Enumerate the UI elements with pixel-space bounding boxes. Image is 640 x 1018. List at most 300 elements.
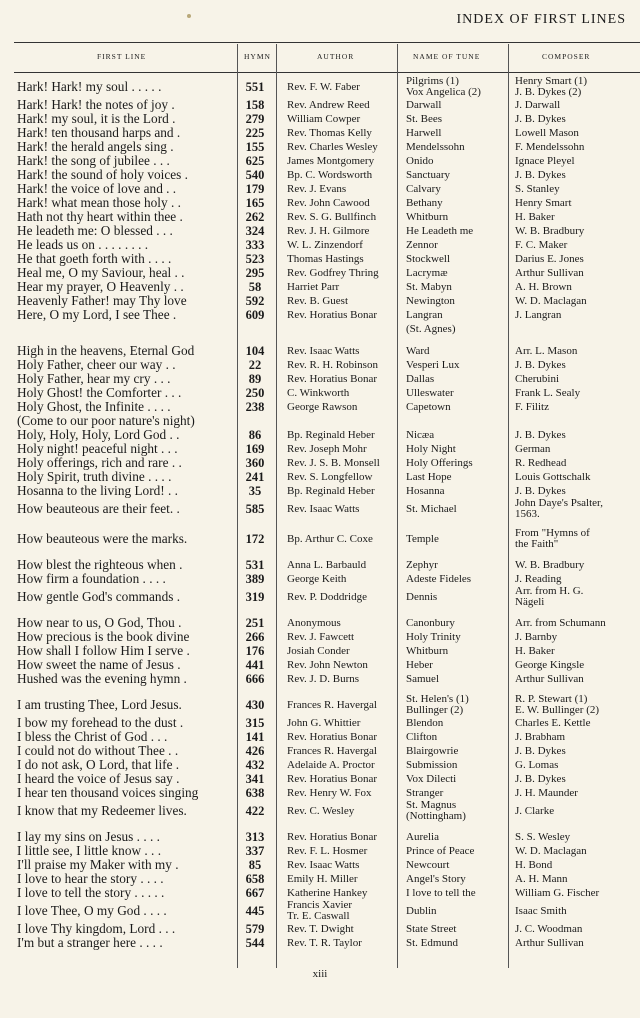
tune-cell: Nicæa: [406, 429, 435, 441]
header-hymn: HYMN: [244, 52, 271, 61]
first-line-cell: Hark! the sound of holy voices .: [17, 167, 188, 182]
first-line-cell: Hear my prayer, O Heavenly . .: [17, 279, 184, 294]
author-cell: Rev. C. Wesley: [287, 805, 355, 817]
composer-cell: W. D. Maclagan: [515, 295, 587, 307]
composer-cell: Isaac Smith: [515, 905, 567, 917]
tune-cell: Onido: [406, 155, 434, 167]
author-cell: George Rawson: [287, 401, 358, 413]
table-row: [0, 414, 640, 428]
tune-cell: State Street: [406, 923, 457, 935]
hymn-number-cell: 430: [245, 698, 265, 712]
hymn-number-cell: 172: [245, 532, 265, 546]
composer-cell-line-2: the Faith": [515, 538, 559, 550]
tune-cell: Holy Trinity: [406, 631, 461, 643]
composer-cell: J. Brabham: [515, 731, 566, 743]
first-line-cell: Heavenly Father! may Thy love: [17, 293, 187, 308]
author-cell: Rev. Godfrey Thring: [287, 267, 379, 279]
hymn-number-cell: 22: [248, 358, 262, 372]
tune-cell-line-1: St. Helen's (1): [406, 693, 469, 705]
hymn-number-cell: 441: [245, 658, 265, 672]
composer-cell: W. B. Bradbury: [515, 225, 585, 237]
top-rule: [14, 42, 640, 43]
composer-cell: [515, 498, 603, 520]
first-line-cell: Hark! the song of jubilee . . .: [17, 153, 170, 168]
composer-cell: Arthur Sullivan: [515, 673, 584, 685]
first-line-cell: I lay my sins on Jesus . . . .: [17, 829, 160, 844]
first-line-cell: Holy Father, hear my cry . . .: [17, 371, 171, 386]
tune-cell-line-2: (Nottingham): [406, 810, 466, 822]
author-cell: Adelaide A. Proctor: [287, 759, 375, 771]
author-cell: Rev. Isaac Watts: [287, 859, 360, 871]
hymn-number-cell: 266: [245, 630, 265, 644]
composer-cell-line-1: From "Hymns of: [515, 527, 590, 539]
first-line-cell: Holy Ghost, the Infinite . . . .: [17, 399, 171, 414]
composer-cell: G. Lomas: [515, 759, 559, 771]
tune-cell: Samuel: [406, 673, 439, 685]
table-row: [0, 322, 640, 336]
table-row: [0, 800, 640, 822]
first-line-cell: I bless the Christ of God . . .: [17, 729, 168, 744]
composer-cell: J. B. Dykes: [515, 485, 566, 497]
table-row: [0, 558, 640, 572]
table-row: [0, 830, 640, 844]
tune-cell: [406, 694, 469, 716]
ink-dot: [187, 14, 191, 18]
composer-cell: [515, 76, 587, 98]
table-row: [0, 694, 640, 716]
tune-cell: Ward: [406, 345, 430, 357]
first-line-cell: How shall I follow Him I serve .: [17, 643, 190, 658]
hymn-number-cell: 58: [248, 280, 262, 294]
first-line-cell: High in the heavens, Eternal God: [17, 343, 195, 358]
hymn-number-cell: 324: [245, 224, 265, 238]
composer-cell: J. H. Maunder: [515, 787, 578, 799]
first-line-cell: I heard the voice of Jesus say .: [17, 771, 180, 786]
hymn-number-cell: 85: [248, 858, 262, 872]
hymn-number-cell: 337: [245, 844, 265, 858]
author-cell: Rev. J. H. Gilmore: [287, 225, 370, 237]
composer-cell: J. Reading: [515, 573, 562, 585]
composer-cell: J. Darwall: [515, 99, 561, 111]
tune-cell: Capetown: [406, 401, 451, 413]
table-row: [0, 196, 640, 210]
first-line-cell: I love Thy kingdom, Lord . . .: [17, 921, 176, 936]
tune-cell: Blendon: [406, 717, 444, 729]
first-line-cell: I love Thee, O my God . . . .: [17, 903, 167, 918]
first-line-cell: Hark! ten thousand harps and .: [17, 125, 181, 140]
composer-cell: Lowell Mason: [515, 127, 579, 139]
table-row: [0, 126, 640, 140]
hymn-number-cell: 295: [245, 266, 265, 280]
table-header: [0, 44, 640, 72]
author-cell: Anna L. Barbauld: [287, 559, 367, 571]
composer-cell: [515, 586, 583, 608]
table-row: [0, 168, 640, 182]
author-cell: Bp. Reginald Heber: [287, 485, 375, 497]
tune-cell: Holy Offerings: [406, 457, 473, 469]
first-line-cell: How beauteous are their feet. .: [17, 501, 180, 516]
first-line-cell: How blest the righteous when .: [17, 557, 183, 572]
composer-cell: W. D. Maclagan: [515, 845, 587, 857]
author-cell: Rev. Henry W. Fox: [287, 787, 372, 799]
tune-cell: Last Hope: [406, 471, 452, 483]
tune-cell: Mendelssohn: [406, 141, 465, 153]
table-row: [0, 786, 640, 800]
hymn-number-cell: 585: [245, 502, 265, 516]
composer-cell: J. B. Dykes: [515, 169, 566, 181]
table-row: [0, 470, 640, 484]
author-cell: Frances R. Havergal: [287, 699, 377, 711]
author-cell-line-1: Francis Xavier: [287, 899, 353, 911]
first-line-cell: How precious is the book divine: [17, 629, 190, 644]
tune-cell: Dennis: [406, 591, 438, 603]
composer-cell-line-1: John Daye's Psalter,: [515, 497, 603, 509]
composer-cell: Ignace Pleyel: [515, 155, 575, 167]
first-line-cell: Hark! Hark! the notes of joy .: [17, 97, 175, 112]
composer-cell: Louis Gottschalk: [515, 471, 591, 483]
hymn-number-cell: 104: [245, 344, 265, 358]
first-line-cell: I do not ask, O Lord, that life .: [17, 757, 180, 772]
first-line-cell: How near to us, O God, Thou .: [17, 615, 182, 630]
table-row: [0, 730, 640, 744]
hymn-number-cell: 540: [245, 168, 265, 182]
hymn-number-cell: 432: [245, 758, 265, 772]
table-row: [0, 386, 640, 400]
tune-cell: Dublin: [406, 905, 437, 917]
hymn-number-cell: 315: [245, 716, 265, 730]
composer-cell: Arr. L. Mason: [515, 345, 578, 357]
author-cell: Rev. Horatius Bonar: [287, 773, 378, 785]
tune-cell: Hosanna: [406, 485, 445, 497]
tune-cell: (St. Agnes): [406, 323, 456, 335]
table-row: [0, 900, 640, 922]
composer-cell: German: [515, 443, 551, 455]
header-rule: [14, 72, 640, 73]
hymn-number-cell: 333: [245, 238, 265, 252]
hymn-number-cell: 579: [245, 922, 265, 936]
table-row: [0, 658, 640, 672]
tune-cell: Zennor: [406, 239, 438, 251]
tune-cell: Stranger: [406, 787, 444, 799]
hymn-number-cell: 319: [245, 590, 265, 604]
tune-cell: Zephyr: [406, 559, 438, 571]
author-cell: Rev. John Cawood: [287, 197, 370, 209]
table-row: [0, 922, 640, 936]
tune-cell: Prince of Peace: [406, 845, 475, 857]
composer-cell: J. Clarke: [515, 805, 555, 817]
table-row: [0, 224, 640, 238]
tune-cell: Heber: [406, 659, 433, 671]
tune-cell: Holy Night: [406, 443, 456, 455]
first-line-cell: I'm but a stranger here . . . .: [17, 935, 163, 950]
composer-cell: Arr. from Schumann: [515, 617, 606, 629]
author-cell: Rev. Joseph Mohr: [287, 443, 367, 455]
tune-cell: Temple: [406, 533, 439, 545]
first-line-cell: Holy Ghost! the Comforter . . .: [17, 385, 182, 400]
first-line-cell: (Come to our poor nature's night): [17, 413, 195, 428]
tune-cell: Vesperi Lux: [406, 359, 460, 371]
first-line-cell: I'll praise my Maker with my .: [17, 857, 179, 872]
table-row: [0, 872, 640, 886]
tune-cell-line-2: Vox Angelica (2): [406, 86, 481, 98]
hymn-number-cell: 176: [245, 644, 265, 658]
composer-cell: J. Barnby: [515, 631, 558, 643]
composer-cell: F. Mendelssohn: [515, 141, 585, 153]
table-row: [0, 936, 640, 950]
author-cell: Rev. R. H. Robinson: [287, 359, 378, 371]
hymn-number-cell: 86: [248, 428, 262, 442]
tune-cell: I love to tell the: [406, 887, 476, 899]
composer-cell: J. B. Dykes: [515, 773, 566, 785]
composer-cell: F. Filitz: [515, 401, 549, 413]
author-cell: Rev. Andrew Reed: [287, 99, 370, 111]
table-row: [0, 76, 640, 98]
tune-cell: Blairgowrie: [406, 745, 459, 757]
tune-cell: He Leadeth me: [406, 225, 474, 237]
author-cell: Rev. T. Dwight: [287, 923, 354, 935]
first-line-cell: Hark! my soul, it is the Lord .: [17, 111, 176, 126]
table-row: [0, 308, 640, 322]
author-cell: Anonymous: [287, 617, 341, 629]
first-line-cell: Hushed was the evening hymn .: [17, 671, 187, 686]
composer-cell: Arthur Sullivan: [515, 267, 584, 279]
hymn-number-cell: 262: [245, 210, 265, 224]
composer-cell: A. H. Mann: [515, 873, 568, 885]
hymn-number-cell: 667: [245, 886, 265, 900]
first-line-cell: Hath not thy heart within thee .: [17, 209, 183, 224]
first-line-cell: I little see, I little know . . .: [17, 843, 162, 858]
author-cell: Rev. J. Fawcett: [287, 631, 355, 643]
tune-cell: Canonbury: [406, 617, 455, 629]
tune-cell-line-2: Bullinger (2): [406, 704, 464, 716]
hymn-number-cell: 666: [245, 672, 265, 686]
hymn-number-cell: 241: [245, 470, 265, 484]
table-row: [0, 716, 640, 730]
first-line-cell: Hark! the voice of love and . .: [17, 181, 177, 196]
table-row: [0, 280, 640, 294]
tune-cell: Whitburn: [406, 645, 449, 657]
table-row: [0, 498, 640, 520]
author-cell: Rev. J. D. Burns: [287, 673, 360, 685]
tune-cell-line-1: Pilgrims (1): [406, 75, 459, 87]
hymn-number-cell: 523: [245, 252, 265, 266]
hymn-number-cell: 389: [245, 572, 265, 586]
first-line-cell: I love to tell the story . . . . .: [17, 885, 165, 900]
tune-cell: Aurelia: [406, 831, 439, 843]
composer-cell-line-1: Arr. from H. G.: [515, 585, 584, 597]
author-cell: George Keith: [287, 573, 347, 585]
hymn-number-cell: 658: [245, 872, 265, 886]
composer-cell: Frank L. Sealy: [515, 387, 581, 399]
first-line-cell: Holy Spirit, truth divine . . . .: [17, 469, 172, 484]
composer-cell-line-1: R. P. Stewart (1): [515, 693, 588, 705]
composer-cell-line-2: 1563.: [515, 508, 540, 520]
header-tune: NAME OF TUNE: [413, 52, 481, 61]
tune-cell: Newington: [406, 295, 455, 307]
first-line-cell: How gentle God's commands .: [17, 589, 181, 604]
author-cell: Bp. Arthur C. Coxe: [287, 533, 373, 545]
table-row: [0, 140, 640, 154]
first-line-cell: How beauteous were the marks.: [17, 531, 188, 546]
table-row: [0, 672, 640, 686]
composer-cell: J. B. Dykes: [515, 113, 566, 125]
author-cell: James Montgomery: [287, 155, 375, 167]
table-row: [0, 182, 640, 196]
composer-cell: Cherubini: [515, 373, 559, 385]
tune-cell: Clifton: [406, 731, 438, 743]
author-cell: Rev. Horatius Bonar: [287, 373, 378, 385]
author-cell: C. Winkworth: [287, 387, 350, 399]
first-line-cell: Hark! Hark! my soul . . . . .: [17, 79, 162, 94]
hymn-number-cell: 313: [245, 830, 265, 844]
composer-cell: J. B. Dykes: [515, 429, 566, 441]
tune-cell: Angel's Story: [406, 873, 466, 885]
author-cell: Josiah Conder: [287, 645, 350, 657]
tune-cell: Bethany: [406, 197, 443, 209]
table-row: [0, 294, 640, 308]
hymn-number-cell: 165: [245, 196, 265, 210]
table-row: [0, 456, 640, 470]
composer-cell: J. C. Woodman: [515, 923, 583, 935]
index-table: [0, 76, 640, 950]
table-row: [0, 154, 640, 168]
tune-cell: Submission: [406, 759, 458, 771]
composer-cell-line-2: J. B. Dykes (2): [515, 86, 582, 98]
tune-cell: Dallas: [406, 373, 435, 385]
composer-cell: Arthur Sullivan: [515, 937, 584, 949]
composer-cell: W. B. Bradbury: [515, 559, 585, 571]
author-cell: Katherine Hankey: [287, 887, 368, 899]
author-cell: Rev. J. Evans: [287, 183, 347, 195]
tune-cell: St. Mabyn: [406, 281, 452, 293]
first-line-cell: How sweet the name of Jesus .: [17, 657, 181, 672]
composer-cell: H. Baker: [515, 211, 555, 223]
tune-cell: Calvary: [406, 183, 441, 195]
author-cell: Rev. Horatius Bonar: [287, 309, 378, 321]
table-row: [0, 630, 640, 644]
author-cell: Rev. Horatius Bonar: [287, 731, 378, 743]
page-number: xiii: [312, 968, 328, 980]
composer-cell: J. Langran: [515, 309, 562, 321]
first-line-cell: I know that my Redeemer lives.: [17, 803, 187, 818]
tune-cell: Newcourt: [406, 859, 450, 871]
author-cell: [287, 900, 352, 922]
table-row: [0, 252, 640, 266]
author-cell: Rev. Charles Wesley: [287, 141, 378, 153]
tune-cell: Lacrymæ: [406, 267, 448, 279]
composer-cell: Charles E. Kettle: [515, 717, 591, 729]
table-row: [0, 586, 640, 608]
table-row: [0, 210, 640, 224]
table-row: [0, 238, 640, 252]
hymn-number-cell: 238: [245, 400, 265, 414]
author-cell: Rev. Isaac Watts: [287, 345, 360, 357]
tune-cell: Stockwell: [406, 253, 450, 265]
first-line-cell: I love to hear the story . . . .: [17, 871, 164, 886]
author-cell: Bp. Reginald Heber: [287, 429, 375, 441]
table-row: [0, 112, 640, 126]
tune-cell: [406, 800, 466, 822]
hymn-number-cell: 360: [245, 456, 265, 470]
table-row: [0, 528, 640, 550]
table-row: [0, 772, 640, 786]
hymn-number-cell: 551: [245, 80, 265, 94]
author-cell: Rev. P. Doddridge: [287, 591, 367, 603]
first-line-cell: Holy Father, cheer our way . .: [17, 357, 176, 372]
author-cell-line-2: Tr. E. Caswall: [287, 910, 350, 922]
hymn-number-cell: 422: [245, 804, 265, 818]
page-title: INDEX OF FIRST LINES: [456, 12, 626, 27]
hymn-number-cell: 592: [245, 294, 265, 308]
author-cell: Rev. Isaac Watts: [287, 503, 360, 515]
author-cell: Thomas Hastings: [287, 253, 364, 265]
first-line-cell: I could not do without Thee . .: [17, 743, 179, 758]
hymn-number-cell: 426: [245, 744, 265, 758]
header-author: AUTHOR: [317, 52, 355, 61]
hymn-number-cell: 250: [245, 386, 265, 400]
tune-cell: Vox Dilecti: [406, 773, 457, 785]
author-cell: Rev. F. L. Hosmer: [287, 845, 368, 857]
hymn-number-cell: 169: [245, 442, 265, 456]
composer-cell: H. Bond: [515, 859, 553, 871]
first-line-cell: Heal me, O my Saviour, heal . .: [17, 265, 185, 280]
hymn-number-cell: 155: [245, 140, 265, 154]
tune-cell: St. Michael: [406, 503, 457, 515]
hymn-number-cell: 35: [248, 484, 262, 498]
composer-cell: H. Baker: [515, 645, 555, 657]
composer-cell: S. Stanley: [515, 183, 560, 195]
composer-cell-line-2: Nägeli: [515, 596, 545, 608]
table-row: [0, 98, 640, 112]
first-line-cell: Hosanna to the living Lord! . .: [17, 483, 179, 498]
hymn-number-cell: 445: [245, 904, 265, 918]
author-cell: Rev. J. S. B. Monsell: [287, 457, 380, 469]
table-row: [0, 266, 640, 280]
tune-cell-line-1: St. Magnus: [406, 799, 457, 811]
hymn-number-cell: 279: [245, 112, 265, 126]
table-row: [0, 372, 640, 386]
author-cell: Rev. T. R. Taylor: [287, 937, 362, 949]
tune-cell: [406, 76, 481, 98]
author-cell: Rev. Thomas Kelly: [287, 127, 372, 139]
first-line-cell: Here, O my Lord, I see Thee .: [17, 307, 177, 322]
table-row: [0, 442, 640, 456]
hymn-number-cell: 544: [245, 936, 265, 950]
header-first-line: FIRST LINE: [97, 52, 147, 61]
hymn-number-cell: 341: [245, 772, 265, 786]
composer-cell: [515, 528, 590, 550]
author-cell: Frances R. Havergal: [287, 745, 377, 757]
first-line-cell: He that goeth forth with . . . .: [17, 251, 172, 266]
composer-cell: William G. Fischer: [515, 887, 600, 899]
composer-cell-line-2: E. W. Bullinger (2): [515, 704, 600, 716]
hymn-number-cell: 179: [245, 182, 265, 196]
table-row: [0, 644, 640, 658]
hymn-number-cell: 89: [248, 372, 262, 386]
first-line-cell: How firm a foundation . . . .: [17, 571, 166, 586]
first-line-cell: Holy night! peaceful night . . .: [17, 441, 178, 456]
tune-cell: Langran: [406, 309, 443, 321]
table-row: [0, 858, 640, 872]
author-cell: Bp. C. Wordsworth: [287, 169, 373, 181]
tune-cell: Ulleswater: [406, 387, 454, 399]
author-cell: Rev. S. Longfellow: [287, 471, 373, 483]
composer-cell: [515, 694, 599, 716]
author-cell: Rev. Horatius Bonar: [287, 831, 378, 843]
tune-cell: Adeste Fideles: [406, 573, 472, 585]
tune-cell: Sanctuary: [406, 169, 450, 181]
table-row: [0, 428, 640, 442]
